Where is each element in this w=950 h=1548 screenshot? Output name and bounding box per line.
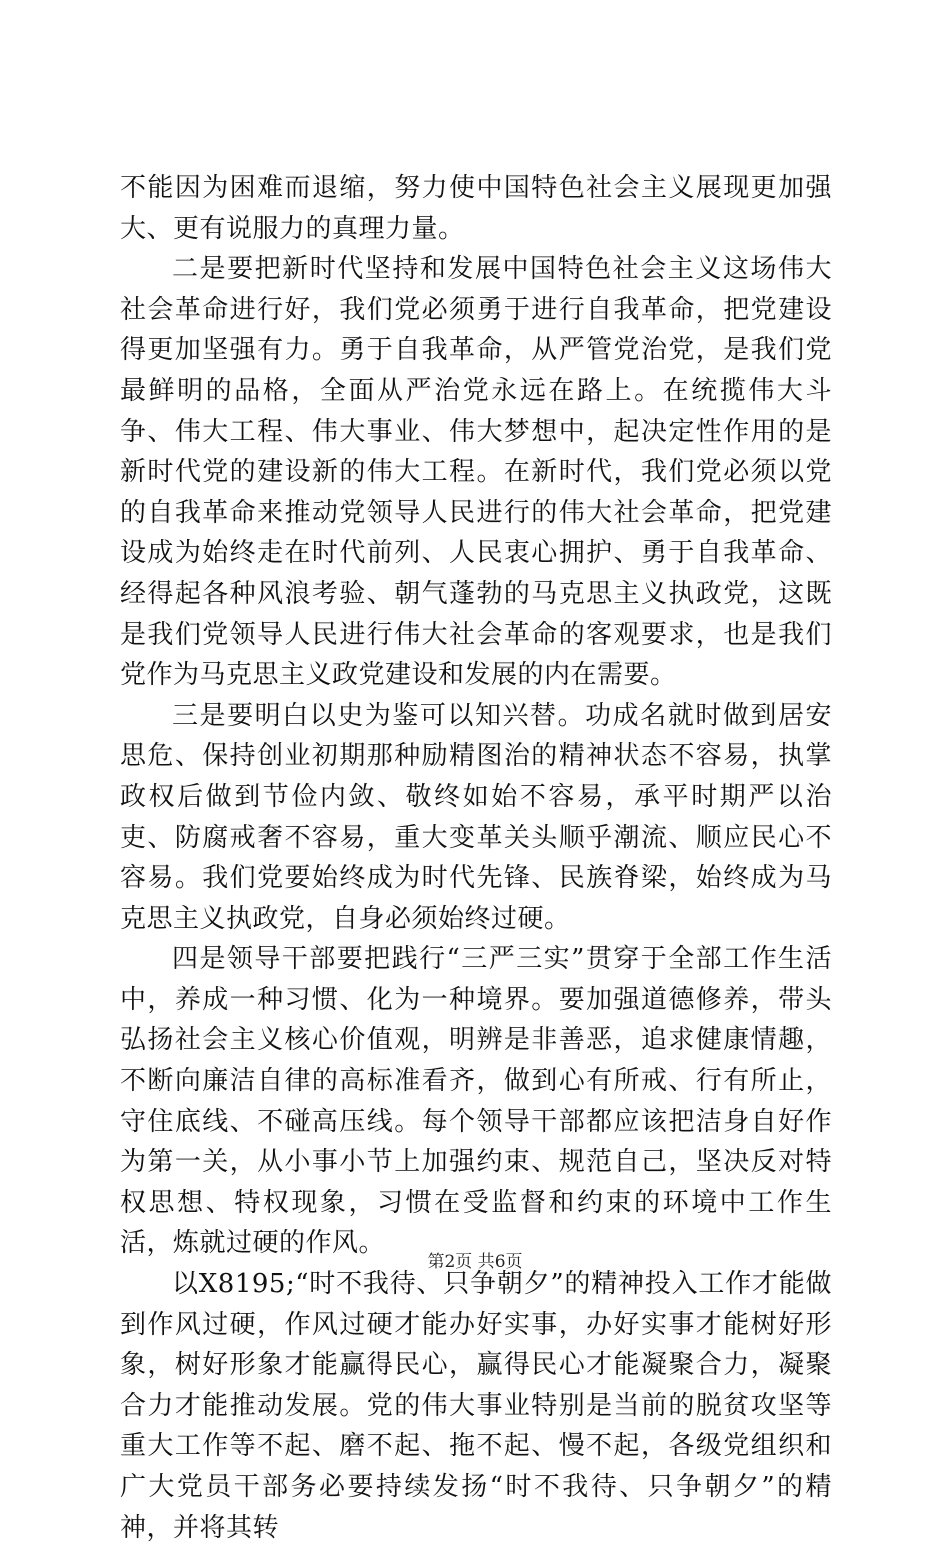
document-body (120, 168, 832, 1548)
paragraph-point-four: 四是领导干部要把践行“三严三实”贯穿于全部工作生活中，养成一种习惯、化为一种境界。要加强道德修养，带头弘扬社会主义核心价值观，明辨是非善恶，追求健康情趣，不断向廉洁自律的高标准看齐，做到心有所戒、行有所止，守住底线、不碰高压线。每个领导干部都应该把洁身自好作为第一关，从小事小节上加强约束、规范自己，坚决反对特权思想、特权现象，习惯在受监督和约束的环境中工作生活，炼就过硬的作风。 (120, 944, 832, 1259)
page-number-footer: 第2页 共6页 (427, 1252, 523, 1272)
paragraph-continuation: 不能因为困难而退缩，努力使中国特色社会主义展现更加强大、更有说服力的真理力量。 (120, 173, 832, 244)
paragraph-point-two: 二是要把新时代坚持和发展中国特色社会主义这场伟大社会革命进行好，我们党必须勇于进行自我革命，把党建设得更加坚强有力。勇于自我革命，从严管党治党，是我们党最鲜明的品格，全面从严治党永远在路上。在统揽伟大斗争、伟大工程、伟大事业、伟大梦想中，起决定性作用的是新时代党的建设新的伟大工程。在新时代，我们党必须以党的自我革命来推动党领导人民进行的伟大社会革命，把党建设成为始终走在时代前列、人民衷心拥护、勇于自我革命、经得起各种风浪考验、朝气蓬勃的马克思主义执政党，这既是我们党领导人民进行伟大社会革命的客观要求，也是我们党作为马克思主义政党建设和发展的内在需要。 (120, 254, 832, 691)
paragraph-closing: 以X8195;“时不我待、只争朝夕”的精神投入工作才能做到作风过硬，作风过硬才能办好实事，办好实事才能树好形象，树好形象才能赢得民心，赢得民心才能凝聚合力，凝聚合力才能推动发展。党的伟大事业特别是当前的脱贫攻坚等重大工作等不起、磨不起、拖不起、慢不起，各级党组织和广大党员干部务必要持续发扬“时不我待、只争朝夕”的精神，并将其转 (120, 1269, 832, 1543)
paragraph-point-three: 三是要明白以史为鉴可以知兴替。功成名就时做到居安思危、保持创业初期那种励精图治的精神状态不容易，执掌政权后做到节俭内敛、敬终如始不容易，承平时期严以治吏、防腐戒奢不容易，重大变革关头顺乎潮流、顺应民心不容易。我们党要始终成为时代先锋、民族脊梁，始终成为马克思主义执政党，自身必须始终过硬。 (120, 700, 832, 934)
